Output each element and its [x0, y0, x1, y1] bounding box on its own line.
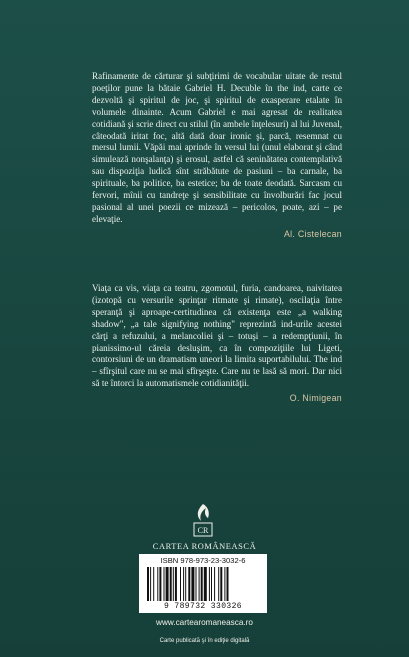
- barcode: [139, 554, 267, 613]
- review-text-2: Viaţa ca vis, viaţa ca teatru, zgomotul, furia, candoarea, naivitatea (izotopă cu versurile sprinţar ritmate şi rimate), oscilaţia între speranţă şi aproape-certitudinea că existenţa este „a walking shadow", „a tale signifying nothing" reprezintă ind-urile acestei cărţi a refuzului, a melancoliei şi – totuşi – a redempţiunii, în pianissimo-ul căreia desluşim, ca în compoziţiile lui Ligeti, contorsiuni de un dramatism uneori la limita suportabilului. The ind – sfîrşitul care nu se mai sfîrşeşte. Care nu te lasă să mori. Dar nici să te întorci la automatismele cotidianităţii.: [92, 283, 342, 389]
- edition-note: Carte publicată şi în ediţie digitală: [159, 638, 250, 644]
- review-author-1: Al. Cistelecan: [284, 228, 342, 239]
- review-block-1: [92, 71, 342, 241]
- isbn-label: ISBN 978-973-23-3032-6: [160, 556, 246, 565]
- website-link[interactable]: www.cartearomaneasca.ro: [156, 618, 253, 627]
- logo-letters: CR: [197, 526, 209, 535]
- barcode-number: 9 789732 330326: [163, 602, 242, 611]
- publisher-logo-icon: [181, 503, 225, 539]
- publisher-name: CARTEA ROMÂNEASCĂ: [152, 542, 257, 551]
- review-block-2: [92, 283, 342, 405]
- barcode-bars: [147, 567, 259, 601]
- review-text-1: Rafinamente de cărturar şi subţirimi de vocabular uitate de restul poeţilor pune la bătaie Gabriel H. Decuble în the ind, carte ce dezvoltă şi spiritul de joc, şi spiritul de exasperare etalate în volumele dinainte. Acum Gabriel e mai agresat de realitatea cotidiană şi scrie direct cu stilul (în ambele înţelesuri) al lui Juvenal, câteodată iritat foc, altă dată doar ironic şi, parcă, resemnat cu mersul lumii. Văpăi mai aprinde în versul lui (unul elaborat şi când simulează nonşalanţa) şi erosul, astfel că seninătatea contemplativă sau dispoziţia ludică sînt străbătute de pasiuni – ba carnale, ba spirituale, ba politice, ba estetice; ba de toate deodată. Sarcasm cu fervori, mînii cu tandreţe şi sensibilitate cu învolburări fac jocul pasional al unei poezii ce mizează – pericolos, poate, azi – pe elevaţie.: [92, 71, 342, 224]
- review-author-2: O. Nimigean: [289, 393, 342, 404]
